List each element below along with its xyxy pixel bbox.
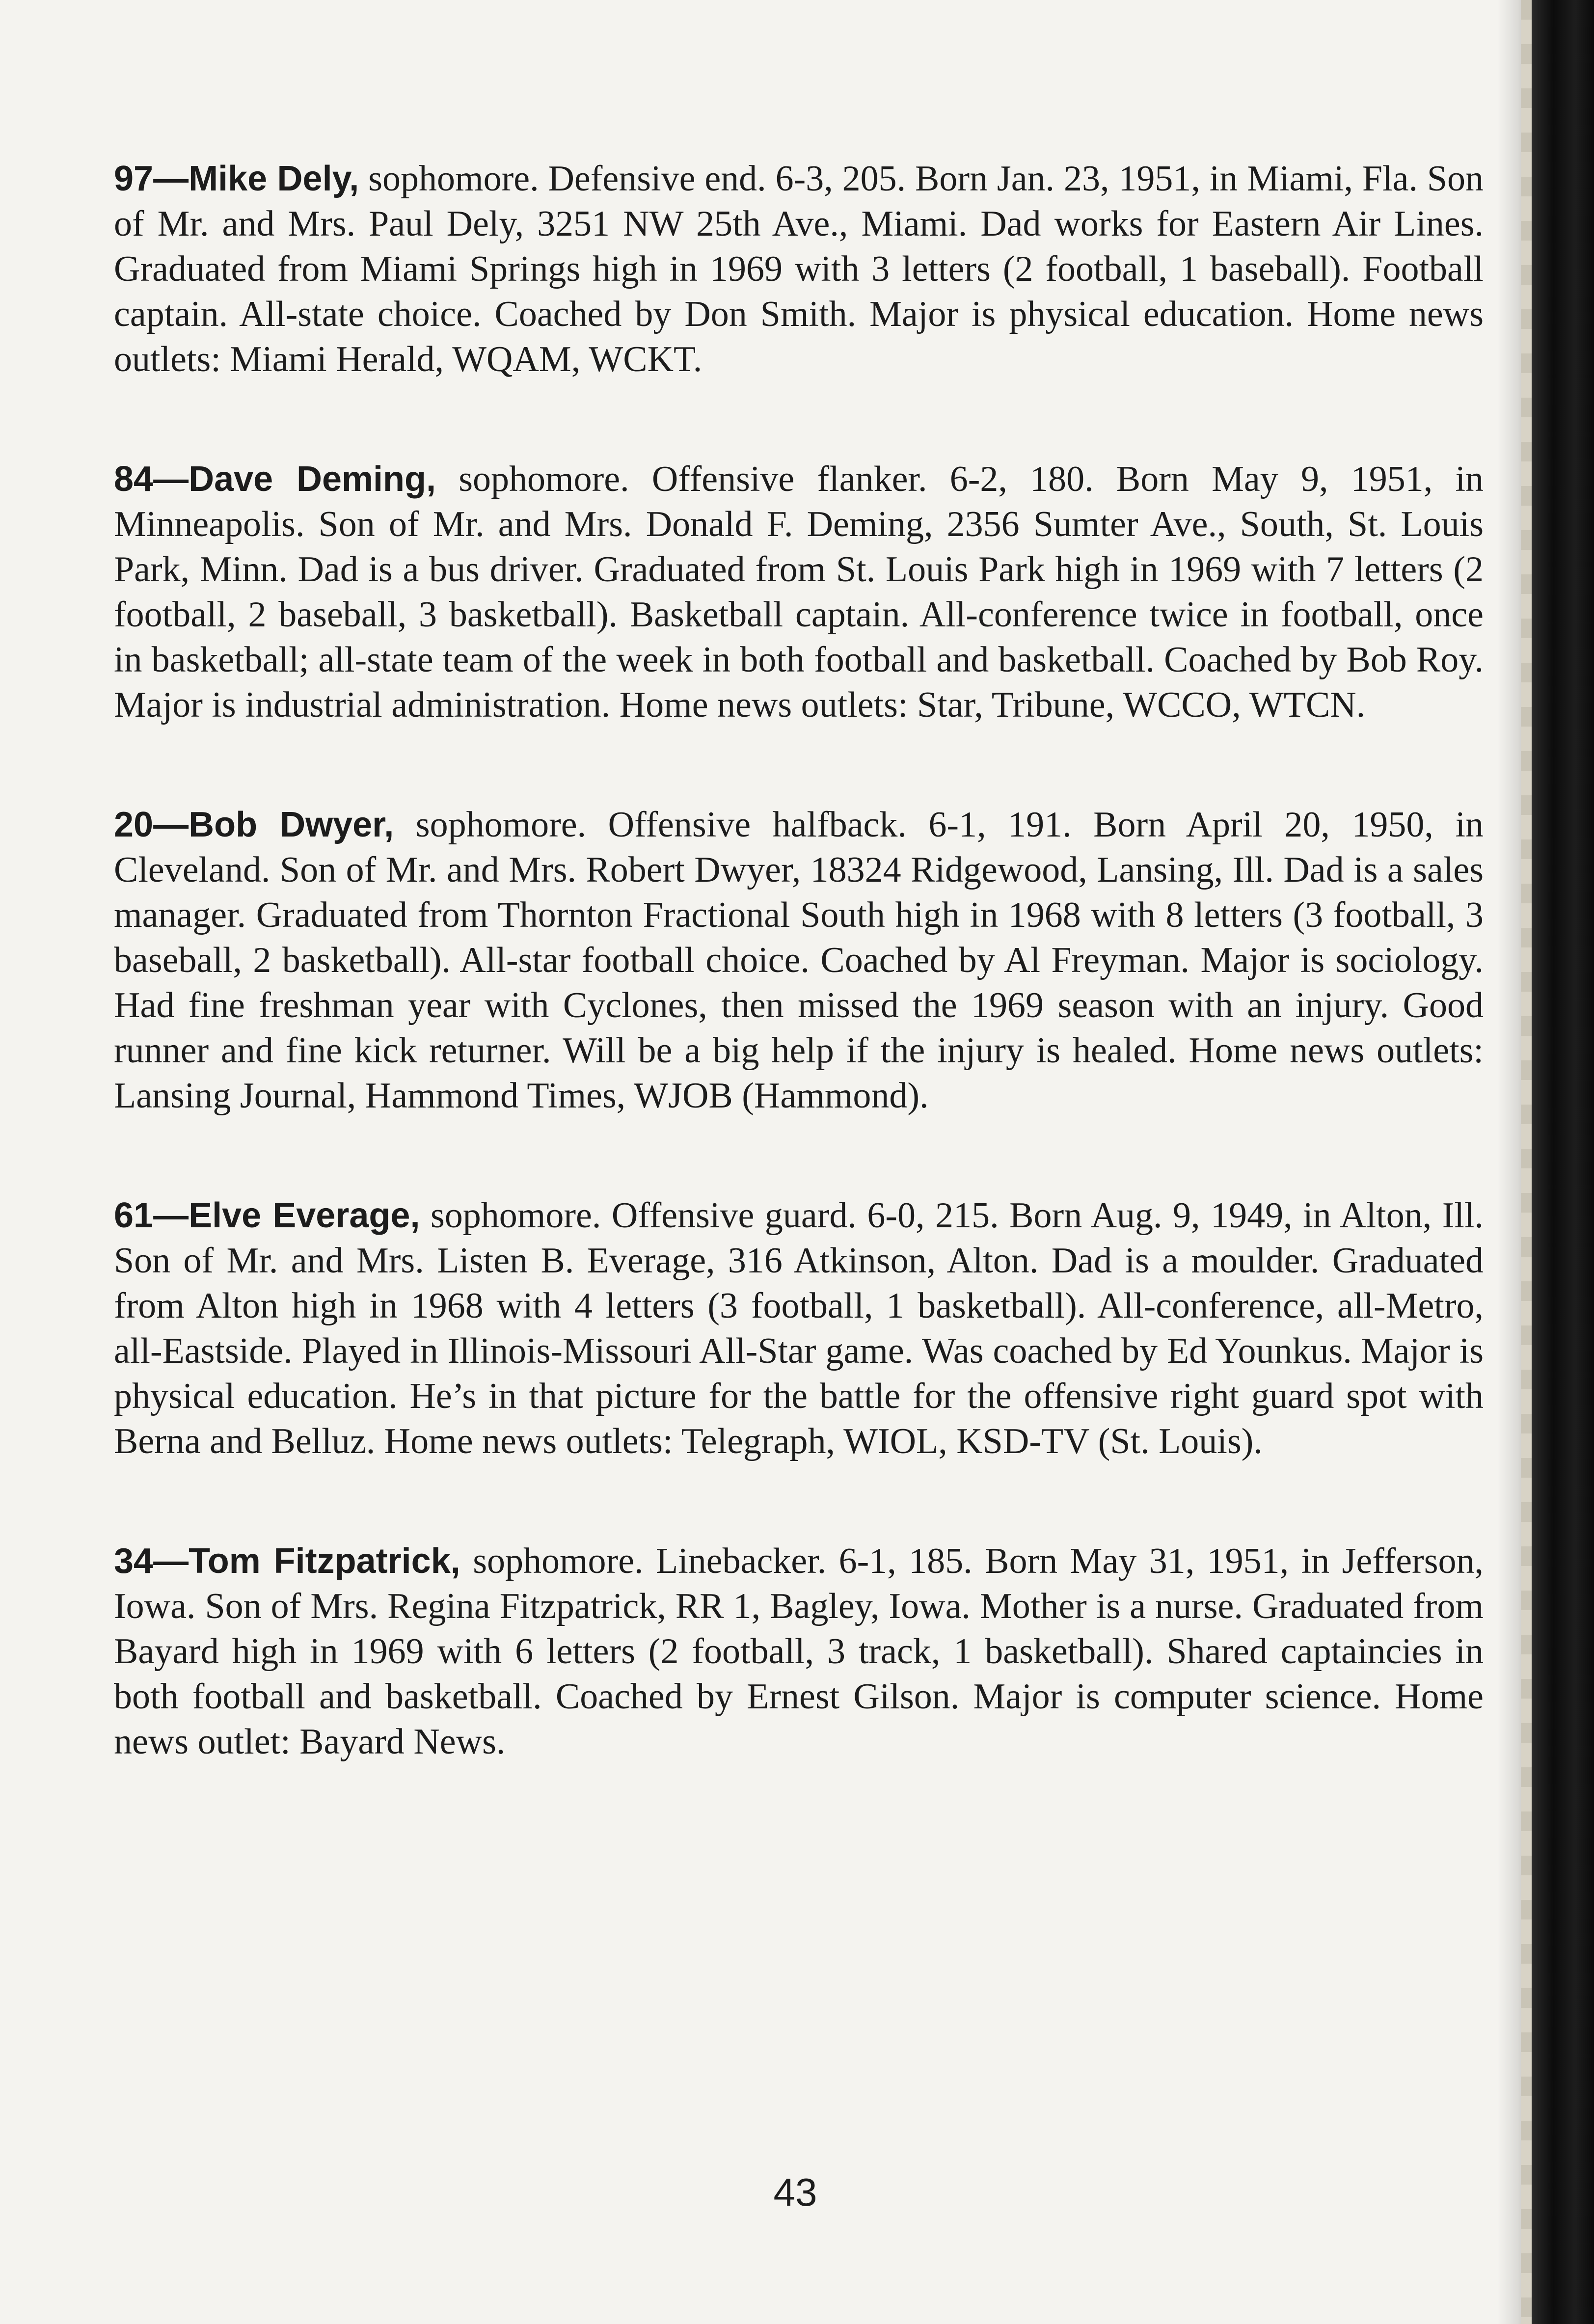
roster-entries — [114, 156, 1484, 1764]
player-bio-dwyer: sophomore. Offensive halfback. 6-1, 191. Born April 20, 1950, in Cleveland. Son of Mr. and Mrs. Robert Dwyer, 18324 Ridgewood, Lansing, Ill. Dad is a sales manager. Graduated from Thornton Fractional South high in 1968 with 8 letters (3 football, 3 baseball, 2 basketball). All-star football choice. Coached by Al Freyman. Major is sociology. Had fine freshman year with Cyclones, then missed the 1969 season with an injury. Good runner and fine kick returner. Will be a big help if the injury is healed. Home news outlets: Lansing Journal, Hammond Times, WJOB (Hammond). — [114, 805, 1484, 1116]
book-spine — [1532, 0, 1594, 2324]
player-entry-dely — [114, 156, 1484, 382]
page-edge-strip — [1521, 0, 1532, 2324]
player-name-everage: 61—Elve Everage, — [114, 1196, 420, 1235]
page-number: 43 — [773, 2170, 817, 2214]
player-bio-deming: sophomore. Offensive flanker. 6-2, 180. Born May 9, 1951, in Minneapolis. Son of Mr. and Mrs. Donald F. Deming, 2356 Sumter Ave., South, St. Louis Park, Minn. Dad is a bus driver. Graduated from St. Louis Park high in 1969 with 7 letters (2 football, 2 baseball, 3 basketball). Basketball captain. All-conference twice in football, once in basketball; all-state team of the week in both football and basketball. Coached by Bob Roy. Major is industrial administration. Home news outlets: Star, Tribune, WCCO, WTCN. — [114, 459, 1484, 725]
player-entry-dwyer — [114, 802, 1484, 1118]
player-entry-fitzpatrick — [114, 1539, 1484, 1764]
player-name-dely: 97—Mike Dely, — [114, 159, 359, 198]
player-name-fitzpatrick: 34—Tom Fitzpatrick, — [114, 1541, 460, 1581]
player-name-dwyer: 20—Bob Dwyer, — [114, 805, 394, 844]
player-name-deming: 84—Dave Deming, — [114, 459, 436, 499]
player-entry-everage — [114, 1193, 1484, 1464]
player-bio-dely: sophomore. Defensive end. 6-3, 205. Born Jan. 23, 1951, in Miami, Fla. Son of Mr. and Mrs. Paul Dely, 3251 NW 25th Ave., Miami. Dad works for Eastern Air Lines. Graduated from Miami Springs high in 1969 with 3 letters (2 football, 1 baseball). Football captain. All-state choice. Coached by Don Smith. Major is physical education. Home news outlets: Miami Herald, WQAM, WCKT. — [114, 159, 1484, 379]
player-bio-fitzpatrick: sophomore. Linebacker. 6-1, 185. Born May 31, 1951, in Jefferson, Iowa. Son of Mrs. Regina Fitzpatrick, RR 1, Bagley, Iowa. Mother is a nurse. Graduated from Bayard high in 1969 with 6 letters (2 football, 3 track, 1 basketball). Shared captaincies in both football and basketball. Coached by Ernest Gilson. Major is computer science. Home news outlet: Bayard News. — [114, 1541, 1484, 1762]
player-entry-deming — [114, 457, 1484, 728]
player-bio-everage: sophomore. Offensive guard. 6-0, 215. Born Aug. 9, 1949, in Alton, Ill. Son of Mr. and Mrs. Listen B. Everage, 316 Atkinson, Alton. Dad is a moulder. Graduated from Alton high in 1968 with 4 letters (3 football, 1 basketball). All-conference, all-Metro, all-Eastside. Played in Illinois-Missouri All-Star game. Was coached by Ed Younkus. Major is physical education. He’s in that picture for the battle for the offensive right guard spot with Berna and Belluz. Home news outlets: Telegraph, WIOL, KSD-TV (St. Louis). — [114, 1195, 1484, 1461]
